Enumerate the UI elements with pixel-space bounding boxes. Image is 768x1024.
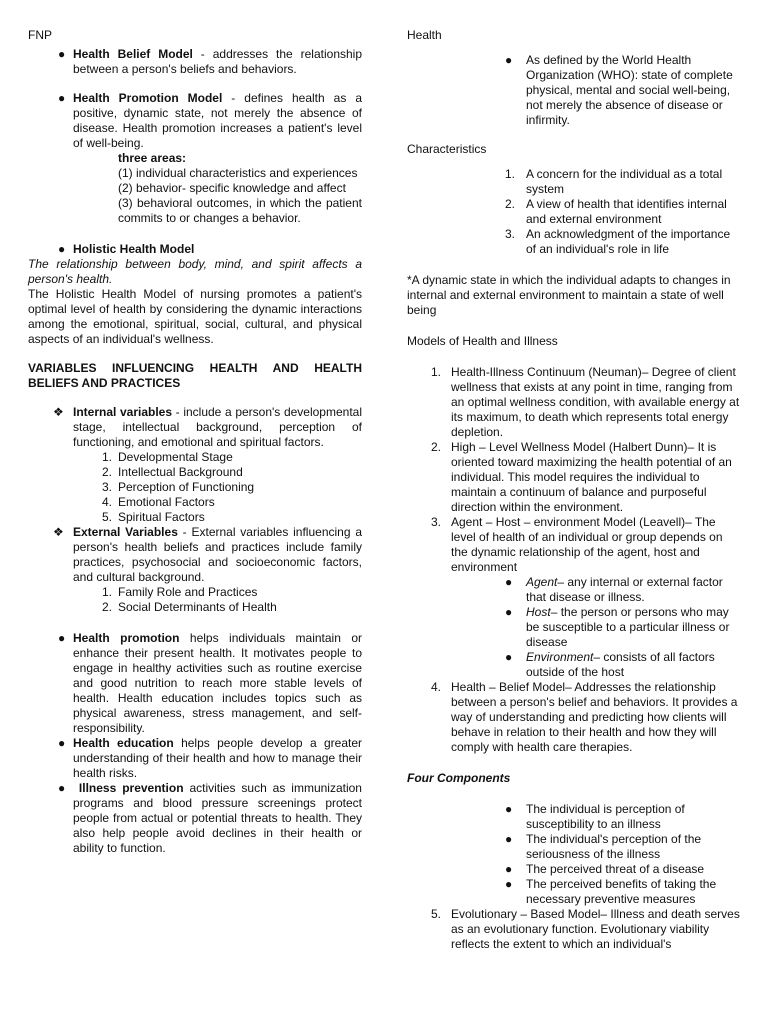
right-column bbox=[407, 28, 741, 952]
who-definition: As defined by the World Health Organization (WHO): state of complete physical, mental and social well-being, not merely the absence of disease or infirmity. bbox=[526, 53, 733, 127]
term-internal-variables: Internal variables bbox=[73, 405, 173, 419]
illness-prevention-item bbox=[28, 781, 362, 856]
characteristics-list bbox=[407, 167, 741, 257]
diamond-bullet-icon: ❖ bbox=[53, 405, 64, 419]
internal-variables-list bbox=[28, 450, 362, 525]
models-heading: Models of Health and Illness bbox=[407, 334, 558, 348]
variables-heading: VARIABLES INFLUENCING HEALTH AND HEALTH BELIEFS AND PRACTICES bbox=[28, 361, 362, 390]
desc-health-promotion-model: - defines health as a positive, dynamic state, not merely the absence of disease. Health promotion increases a patient's level of well-being. bbox=[73, 91, 362, 150]
bullet-icon: ● bbox=[58, 47, 66, 61]
bullet-icon: ● bbox=[58, 91, 66, 105]
holistic-italic-text: The relationship between body, mind, and spirit affects a person's health. bbox=[28, 257, 362, 286]
area-item: (1) individual characteristics and experiences bbox=[118, 166, 358, 180]
list-item: 4. Health – Belief Model– Addresses the relationship between a person's belief and behaviors. It provides a way of understanding and predicting how clients will behave in relation to their health and how they will comply with health care therapies. bbox=[430, 680, 738, 754]
agent-host-environment-list bbox=[407, 575, 741, 680]
who-definition-item bbox=[407, 53, 741, 128]
desc-health-promotion: helps individuals maintain or enhance their present health. It motivates people to engage in healthy activities such as routine exercise and good nutrition to reach more stable levels of health. Health education includes topics such as physical awareness, stress management, and self-responsibility. bbox=[73, 631, 362, 735]
desc-health-education: helps people develop a greater understanding of their health and how to manage their health risks. bbox=[73, 736, 362, 780]
term-illness-prevention: Illness prevention bbox=[73, 781, 184, 795]
health-belief-model-item bbox=[28, 47, 362, 77]
list-item: 3. Perception of Functioning bbox=[101, 480, 255, 494]
term-health-belief-model: Health Belief Model bbox=[73, 47, 193, 61]
page-header: FNP bbox=[28, 28, 52, 42]
bullet-icon: ● bbox=[58, 631, 66, 645]
list-item: ● Environment– consists of all factors outside of the host bbox=[505, 650, 715, 679]
list-item: 1. Developmental Stage bbox=[101, 450, 233, 464]
health-promotion-model-item bbox=[28, 91, 362, 151]
term-health-education: Health education bbox=[73, 736, 174, 750]
internal-variables-item bbox=[28, 405, 362, 450]
term-health-promotion-model: Health Promotion Model bbox=[73, 91, 223, 105]
diamond-bullet-icon: ❖ bbox=[53, 525, 64, 539]
list-item: ● The individual is perception of susceptibility to an illness bbox=[505, 802, 685, 831]
external-variables-list bbox=[28, 585, 362, 615]
term-external-variables: External Variables bbox=[73, 525, 178, 539]
list-item: 2. Social Determinants of Health bbox=[101, 600, 277, 614]
list-item: ● The perceived threat of a disease bbox=[505, 862, 705, 876]
health-heading: Health bbox=[407, 28, 442, 42]
characteristics-heading: Characteristics bbox=[407, 142, 487, 156]
area-item: (2) behavior- specific knowledge and affect bbox=[118, 181, 346, 195]
list-item: 1. A concern for the individual as a total system bbox=[504, 167, 723, 196]
holistic-paragraph: The Holistic Health Model of nursing promotes a patient's optimal level of health by considering the dynamic interactions among the emotional, spiritual, social, cultural, and physical aspects of an individual's wellness. bbox=[28, 287, 362, 346]
bullet-icon: ● bbox=[58, 736, 66, 750]
term-holistic-health-model: Holistic Health Model bbox=[73, 242, 195, 256]
three-areas-title: three areas: bbox=[118, 151, 187, 165]
area-item: (3) behavioral outcomes, in which the patient commits to or changes a behavior. bbox=[118, 196, 362, 225]
list-item: 5. Spiritual Factors bbox=[101, 510, 205, 524]
term-health-promotion: Health promotion bbox=[73, 631, 180, 645]
health-education-item bbox=[28, 736, 362, 781]
bullet-icon: ● bbox=[58, 242, 66, 256]
list-item: 1. Health-Illness Continuum (Neuman)– Degree of client wellness that exists at any point in time, ranging from an optimal wellness condition, with available energy at its maximum, to death which represents total energy depletion. bbox=[430, 365, 740, 439]
list-item: 4. Emotional Factors bbox=[101, 495, 215, 509]
list-item: 3. An acknowledgment of the importance of an individual's role in life bbox=[504, 227, 731, 256]
components-list bbox=[407, 802, 741, 907]
health-promotion-item bbox=[28, 631, 362, 736]
bullet-icon: ● bbox=[58, 781, 66, 795]
three-areas-block bbox=[28, 151, 362, 226]
list-item: 2. High – Level Wellness Model (Halbert Dunn)– It is oriented toward maximizing the health potential of an individual. This model requires the individual to maintain a continuum of balance and purposeful direction within the environment. bbox=[430, 440, 732, 514]
list-item: ● Agent– any internal or external factor that disease or illness. bbox=[505, 575, 723, 604]
list-item: 2. A view of health that identifies internal and external environment bbox=[504, 197, 727, 226]
desc-internal-variables: - include a person's developmental stage, intellectual background, perception of functioning, and emotional and spiritual factors. bbox=[73, 405, 362, 449]
list-item: 2. Intellectual Background bbox=[101, 465, 243, 479]
four-components-heading: Four Components bbox=[407, 771, 511, 785]
list-item: ● The perceived benefits of taking the necessary preventive measures bbox=[505, 877, 717, 906]
holistic-health-model-item bbox=[28, 242, 362, 257]
external-variables-item bbox=[28, 525, 362, 585]
list-item: ● Host– the person or persons who may be susceptible to a particular illness or disease bbox=[505, 605, 730, 649]
left-column bbox=[28, 28, 362, 856]
list-item: ● The individual's perception of the seriousness of the illness bbox=[505, 832, 702, 861]
list-item: 1. Family Role and Practices bbox=[101, 585, 258, 599]
desc-illness-prevention: activities such as immunization programs and blood pressure screenings protect people from actual or potential threats to health. They also help people avoid declines in their health or ability to function. bbox=[73, 781, 362, 855]
models-list bbox=[407, 365, 741, 755]
desc-external-variables: - External variables influencing a person's health beliefs and practices include family practices, psychosocial and socioeconomic factors, and cultural background. bbox=[73, 525, 362, 584]
dynamic-state-text: *A dynamic state in which the individual adapts to changes in internal and external environment to maintain a state of well being bbox=[407, 273, 731, 317]
bullet-icon: ● bbox=[505, 53, 513, 67]
list-item: 3. Agent – Host – environment Model (Leavell)– The level of health of an individual or group depends on the dynamic relationship of the agent, host and environment bbox=[430, 515, 723, 574]
desc-health-belief-model: - addresses the relationship between a person's beliefs and behaviors. bbox=[73, 47, 362, 76]
list-item: 5. Evolutionary – Based Model– Illness and death serves as an evolutionary function. Evolutionary viability reflects the extent to which an individual's bbox=[430, 907, 740, 951]
